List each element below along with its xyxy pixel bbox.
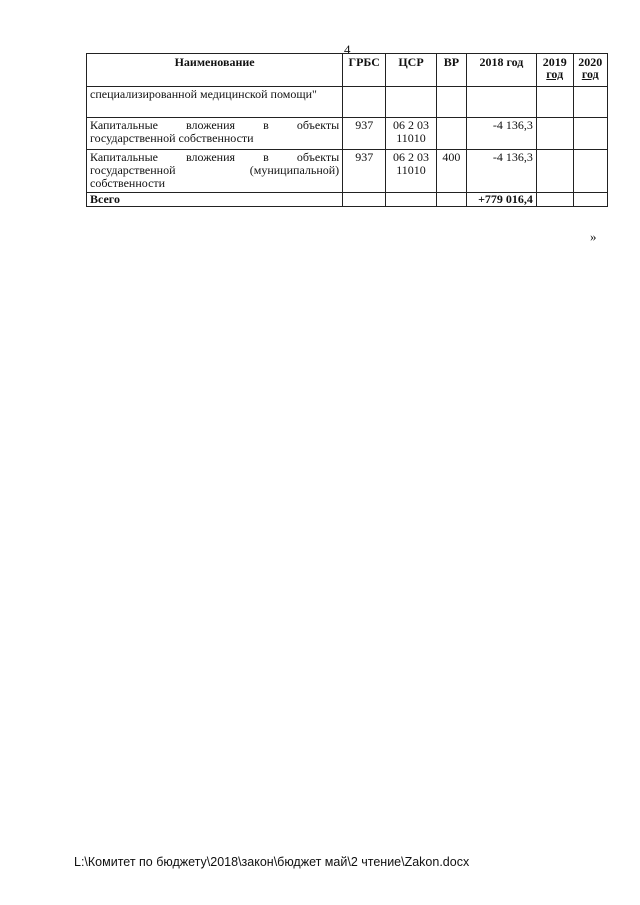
- total-2020: [573, 193, 608, 207]
- row-grbs: 937: [343, 150, 386, 193]
- closing-quote: »: [590, 229, 597, 244]
- header-2020-label: год: [581, 67, 599, 81]
- total-label: Всего: [87, 193, 343, 207]
- header-2018: 2018 год: [466, 54, 536, 87]
- row-2020: [573, 87, 608, 118]
- table-row: [87, 150, 608, 193]
- row-2018: -4 136,3: [466, 150, 536, 193]
- table-header-row: [87, 54, 608, 87]
- row-name: Капитальные вложения в объекты государственной (муниципальной) собственности: [87, 150, 343, 193]
- row-csr: 06 2 03 11010: [386, 150, 437, 193]
- table-row: [87, 87, 608, 118]
- row-2020: [573, 150, 608, 193]
- row-vr: 400: [436, 150, 466, 193]
- table-total-row: [87, 193, 608, 207]
- total-csr: [386, 193, 437, 207]
- budget-table: [86, 53, 608, 207]
- total-2018: +779 016,4: [466, 193, 536, 207]
- header-grbs: ГРБС: [343, 54, 386, 87]
- row-grbs: 937: [343, 118, 386, 150]
- row-vr: [436, 87, 466, 118]
- header-csr: ЦСР: [386, 54, 437, 87]
- header-2020-number: 2020: [578, 55, 603, 69]
- row-grbs: [343, 87, 386, 118]
- footer-file-path: L:\Комитет по бюджету\2018\закон\бюджет май\2 чтение\Zakon.docx: [74, 855, 470, 869]
- header-2019: [536, 54, 573, 87]
- total-grbs: [343, 193, 386, 207]
- row-2019: [536, 150, 573, 193]
- header-vr: ВР: [436, 54, 466, 87]
- row-2018: [466, 87, 536, 118]
- header-2020: [573, 54, 608, 87]
- page-number: 4: [344, 42, 351, 57]
- header-2019-label: год: [546, 67, 564, 81]
- row-csr: [386, 87, 437, 118]
- row-vr: [436, 118, 466, 150]
- row-csr: 06 2 03 11010: [386, 118, 437, 150]
- total-vr: [436, 193, 466, 207]
- table-row: [87, 118, 608, 150]
- total-2019: [536, 193, 573, 207]
- row-2019: [536, 118, 573, 150]
- row-name: специализированной медицинской помощи": [87, 87, 343, 118]
- row-2020: [573, 118, 608, 150]
- row-2019: [536, 87, 573, 118]
- header-name: Наименование: [87, 54, 343, 87]
- row-2018: -4 136,3: [466, 118, 536, 150]
- row-name: Капитальные вложения в объекты государственной собственности: [87, 118, 343, 150]
- header-2019-number: 2019: [542, 55, 567, 69]
